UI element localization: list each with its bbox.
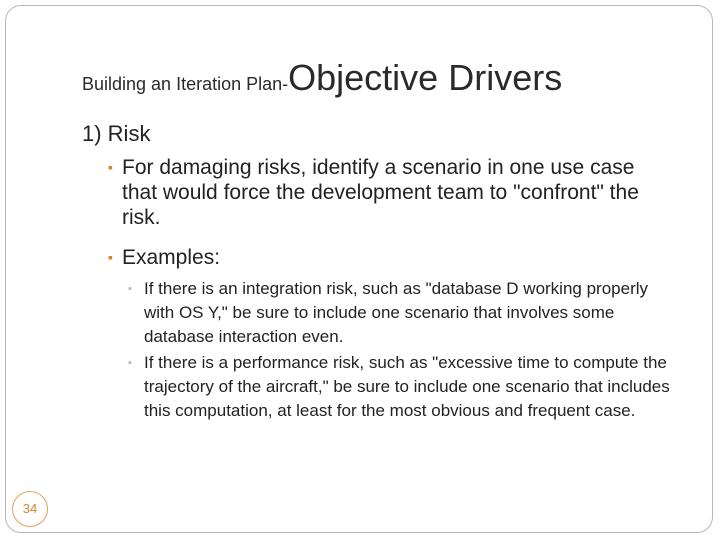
bullet-item	[108, 245, 668, 270]
slide-title-prefix: Building an Iteration Plan-	[82, 74, 289, 94]
section-heading: 1) Risk	[82, 121, 151, 146]
sub-bullet-text: If there is a performance risk, such as "excessive time to compute the trajectory of the aircraft," be sure to include one scenario that includes this computation, at least for the most obvious and frequent case.	[144, 353, 670, 420]
page-number-badge: 34	[12, 491, 48, 527]
slide-title-main: Objective Drivers	[288, 57, 563, 98]
slide-title	[82, 57, 563, 98]
sub-bullet-item	[128, 277, 673, 349]
sub-bullet-item	[128, 351, 673, 423]
bullet-item	[108, 155, 668, 230]
bullet-marker: ▪	[108, 159, 113, 175]
bullet-text: Examples:	[122, 246, 221, 269]
bullet-text: For damaging risks, identify a scenario in one use case that would force the development team to "confront" the risk.	[122, 156, 639, 229]
sub-bullet-text: If there is an integration risk, such as "database D working properly with OS Y," be sure to include one scenario that involves some database interaction even.	[144, 279, 649, 346]
bullet-marker: ▪	[108, 249, 113, 265]
sub-bullet-marker: ▪	[128, 357, 132, 369]
sub-bullet-marker: ▪	[128, 283, 132, 295]
